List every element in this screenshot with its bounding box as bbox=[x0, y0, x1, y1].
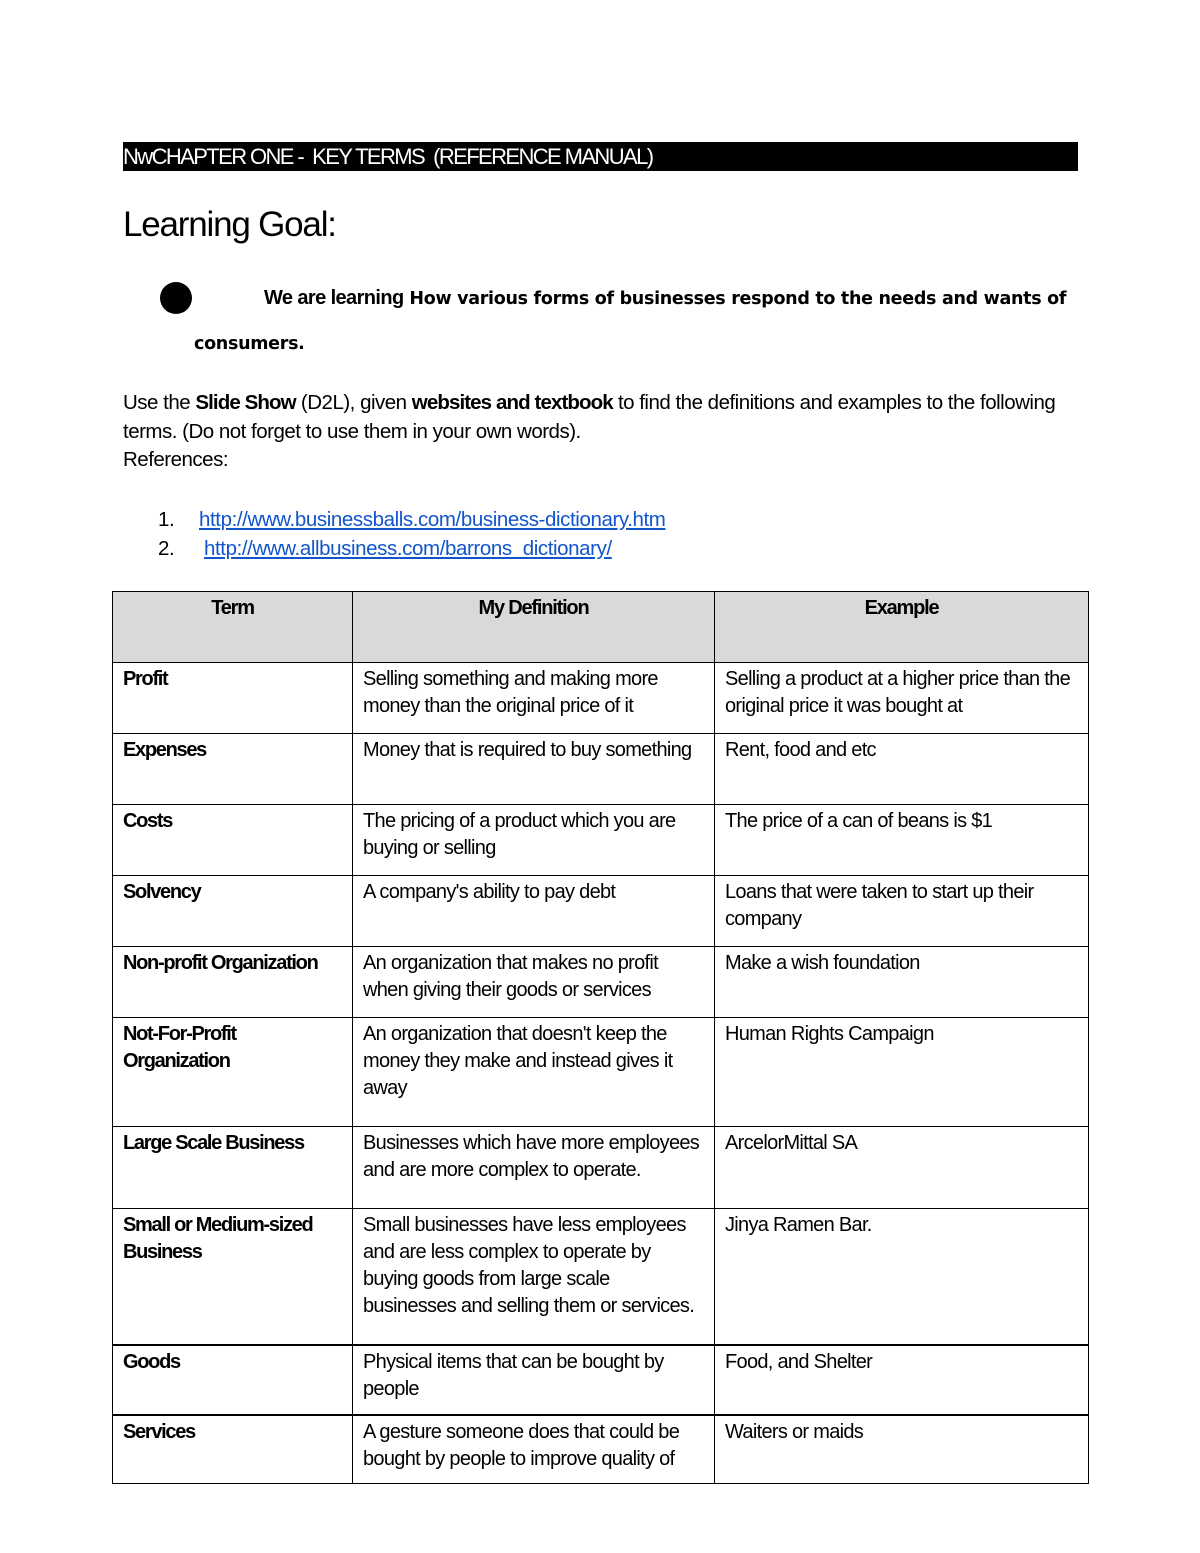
term-cell: Services bbox=[113, 1415, 353, 1484]
table-row bbox=[113, 1415, 1089, 1484]
example-cell: Rent, food and etc bbox=[715, 734, 1089, 805]
reference-number: 1. bbox=[158, 508, 175, 531]
table-row bbox=[113, 1209, 1089, 1345]
term-cell: Solvency bbox=[113, 876, 353, 947]
example-cell: Human Rights Campaign bbox=[715, 1018, 1089, 1127]
example-cell: Food, and Shelter bbox=[715, 1345, 1089, 1415]
definition-cell: An organization that doesn't keep the money they make and instead gives it away bbox=[353, 1018, 715, 1127]
chapter-title-bar: NwCHAPTER ONE - KEY TERMS (REFERENCE MANUAL) bbox=[123, 142, 1078, 171]
term-cell: Goods bbox=[113, 1345, 353, 1415]
references-label: References: bbox=[123, 448, 229, 471]
learning-goal-lead: We are learning bbox=[264, 287, 404, 309]
learning-goal-heading: Learning Goal: bbox=[123, 205, 336, 244]
example-cell: Loans that were taken to start up their company bbox=[715, 876, 1089, 947]
instructions-bold-websites: websites and textbook bbox=[411, 391, 613, 414]
learning-goal-line2: consumers. bbox=[194, 334, 305, 354]
term-cell: Costs bbox=[113, 805, 353, 876]
definition-cell: Small businesses have less employees and are less complex to operate by buying goods from large scale businesses and selling them or services. bbox=[353, 1209, 715, 1345]
reference-link[interactable]: http://www.allbusiness.com/barrons_dictionary/ bbox=[204, 536, 612, 560]
instructions-paragraph bbox=[123, 389, 1083, 475]
table-row bbox=[113, 1127, 1089, 1209]
table-row bbox=[113, 805, 1089, 876]
table-row bbox=[113, 947, 1089, 1018]
example-cell: Make a wish foundation bbox=[715, 947, 1089, 1018]
definition-cell: An organization that makes no profit when giving their goods or services bbox=[353, 947, 715, 1018]
reference-number: 2. bbox=[158, 536, 175, 560]
example-cell: Waiters or maids bbox=[715, 1415, 1089, 1484]
definition-cell: The pricing of a product which you are buying or selling bbox=[353, 805, 715, 876]
definition-cell: A gesture someone does that could be bought by people to improve quality of bbox=[353, 1415, 715, 1484]
definition-cell: Businesses which have more employees and are more complex to operate. bbox=[353, 1127, 715, 1209]
bullet-icon bbox=[160, 282, 192, 314]
example-cell: Jinya Ramen Bar. bbox=[715, 1209, 1089, 1345]
instructions-bold-slide-show: Slide Show bbox=[195, 391, 296, 414]
term-cell: Not-For-Profit Organization bbox=[113, 1018, 353, 1127]
table-row bbox=[113, 1018, 1089, 1127]
definition-cell: A company's ability to pay debt bbox=[353, 876, 715, 947]
instructions-text: Use the bbox=[123, 391, 196, 414]
example-cell: The price of a can of beans is $1 bbox=[715, 805, 1089, 876]
definition-cell: Physical items that can be bought by people bbox=[353, 1345, 715, 1415]
column-header-term: Term bbox=[113, 592, 353, 663]
table-row bbox=[113, 663, 1089, 734]
column-header-definition: My Definition bbox=[353, 592, 715, 663]
learning-goal-line1: How various forms of businesses respond to the needs and wants of bbox=[403, 289, 1067, 309]
key-terms-table bbox=[112, 591, 1089, 1484]
table-row bbox=[113, 1345, 1089, 1415]
table-row bbox=[113, 876, 1089, 947]
term-cell: Large Scale Business bbox=[113, 1127, 353, 1209]
definition-cell: Selling something and making more money than the original price of it bbox=[353, 663, 715, 734]
definition-cell: Money that is required to buy something bbox=[353, 734, 715, 805]
term-cell: Small or Medium-sized Business bbox=[113, 1209, 353, 1345]
term-cell: Non-profit Organization bbox=[113, 947, 353, 1018]
reference-link[interactable]: http://www.businessballs.com/business-dictionary.htm bbox=[199, 508, 666, 531]
table-header-row bbox=[113, 592, 1089, 663]
term-cell: Profit bbox=[113, 663, 353, 734]
learning-goal-text bbox=[264, 283, 1066, 314]
example-cell: ArcelorMittal SA bbox=[715, 1127, 1089, 1209]
term-cell: Expenses bbox=[113, 734, 353, 805]
table-row bbox=[113, 734, 1089, 805]
example-cell: Selling a product at a higher price than the original price it was bought at bbox=[715, 663, 1089, 734]
column-header-example: Example bbox=[715, 592, 1089, 663]
instructions-text: (D2L), given bbox=[295, 391, 412, 414]
instructions-text: to find the definitions and examples to the following terms. (Do not forget to use them in your own words). bbox=[123, 391, 1056, 443]
